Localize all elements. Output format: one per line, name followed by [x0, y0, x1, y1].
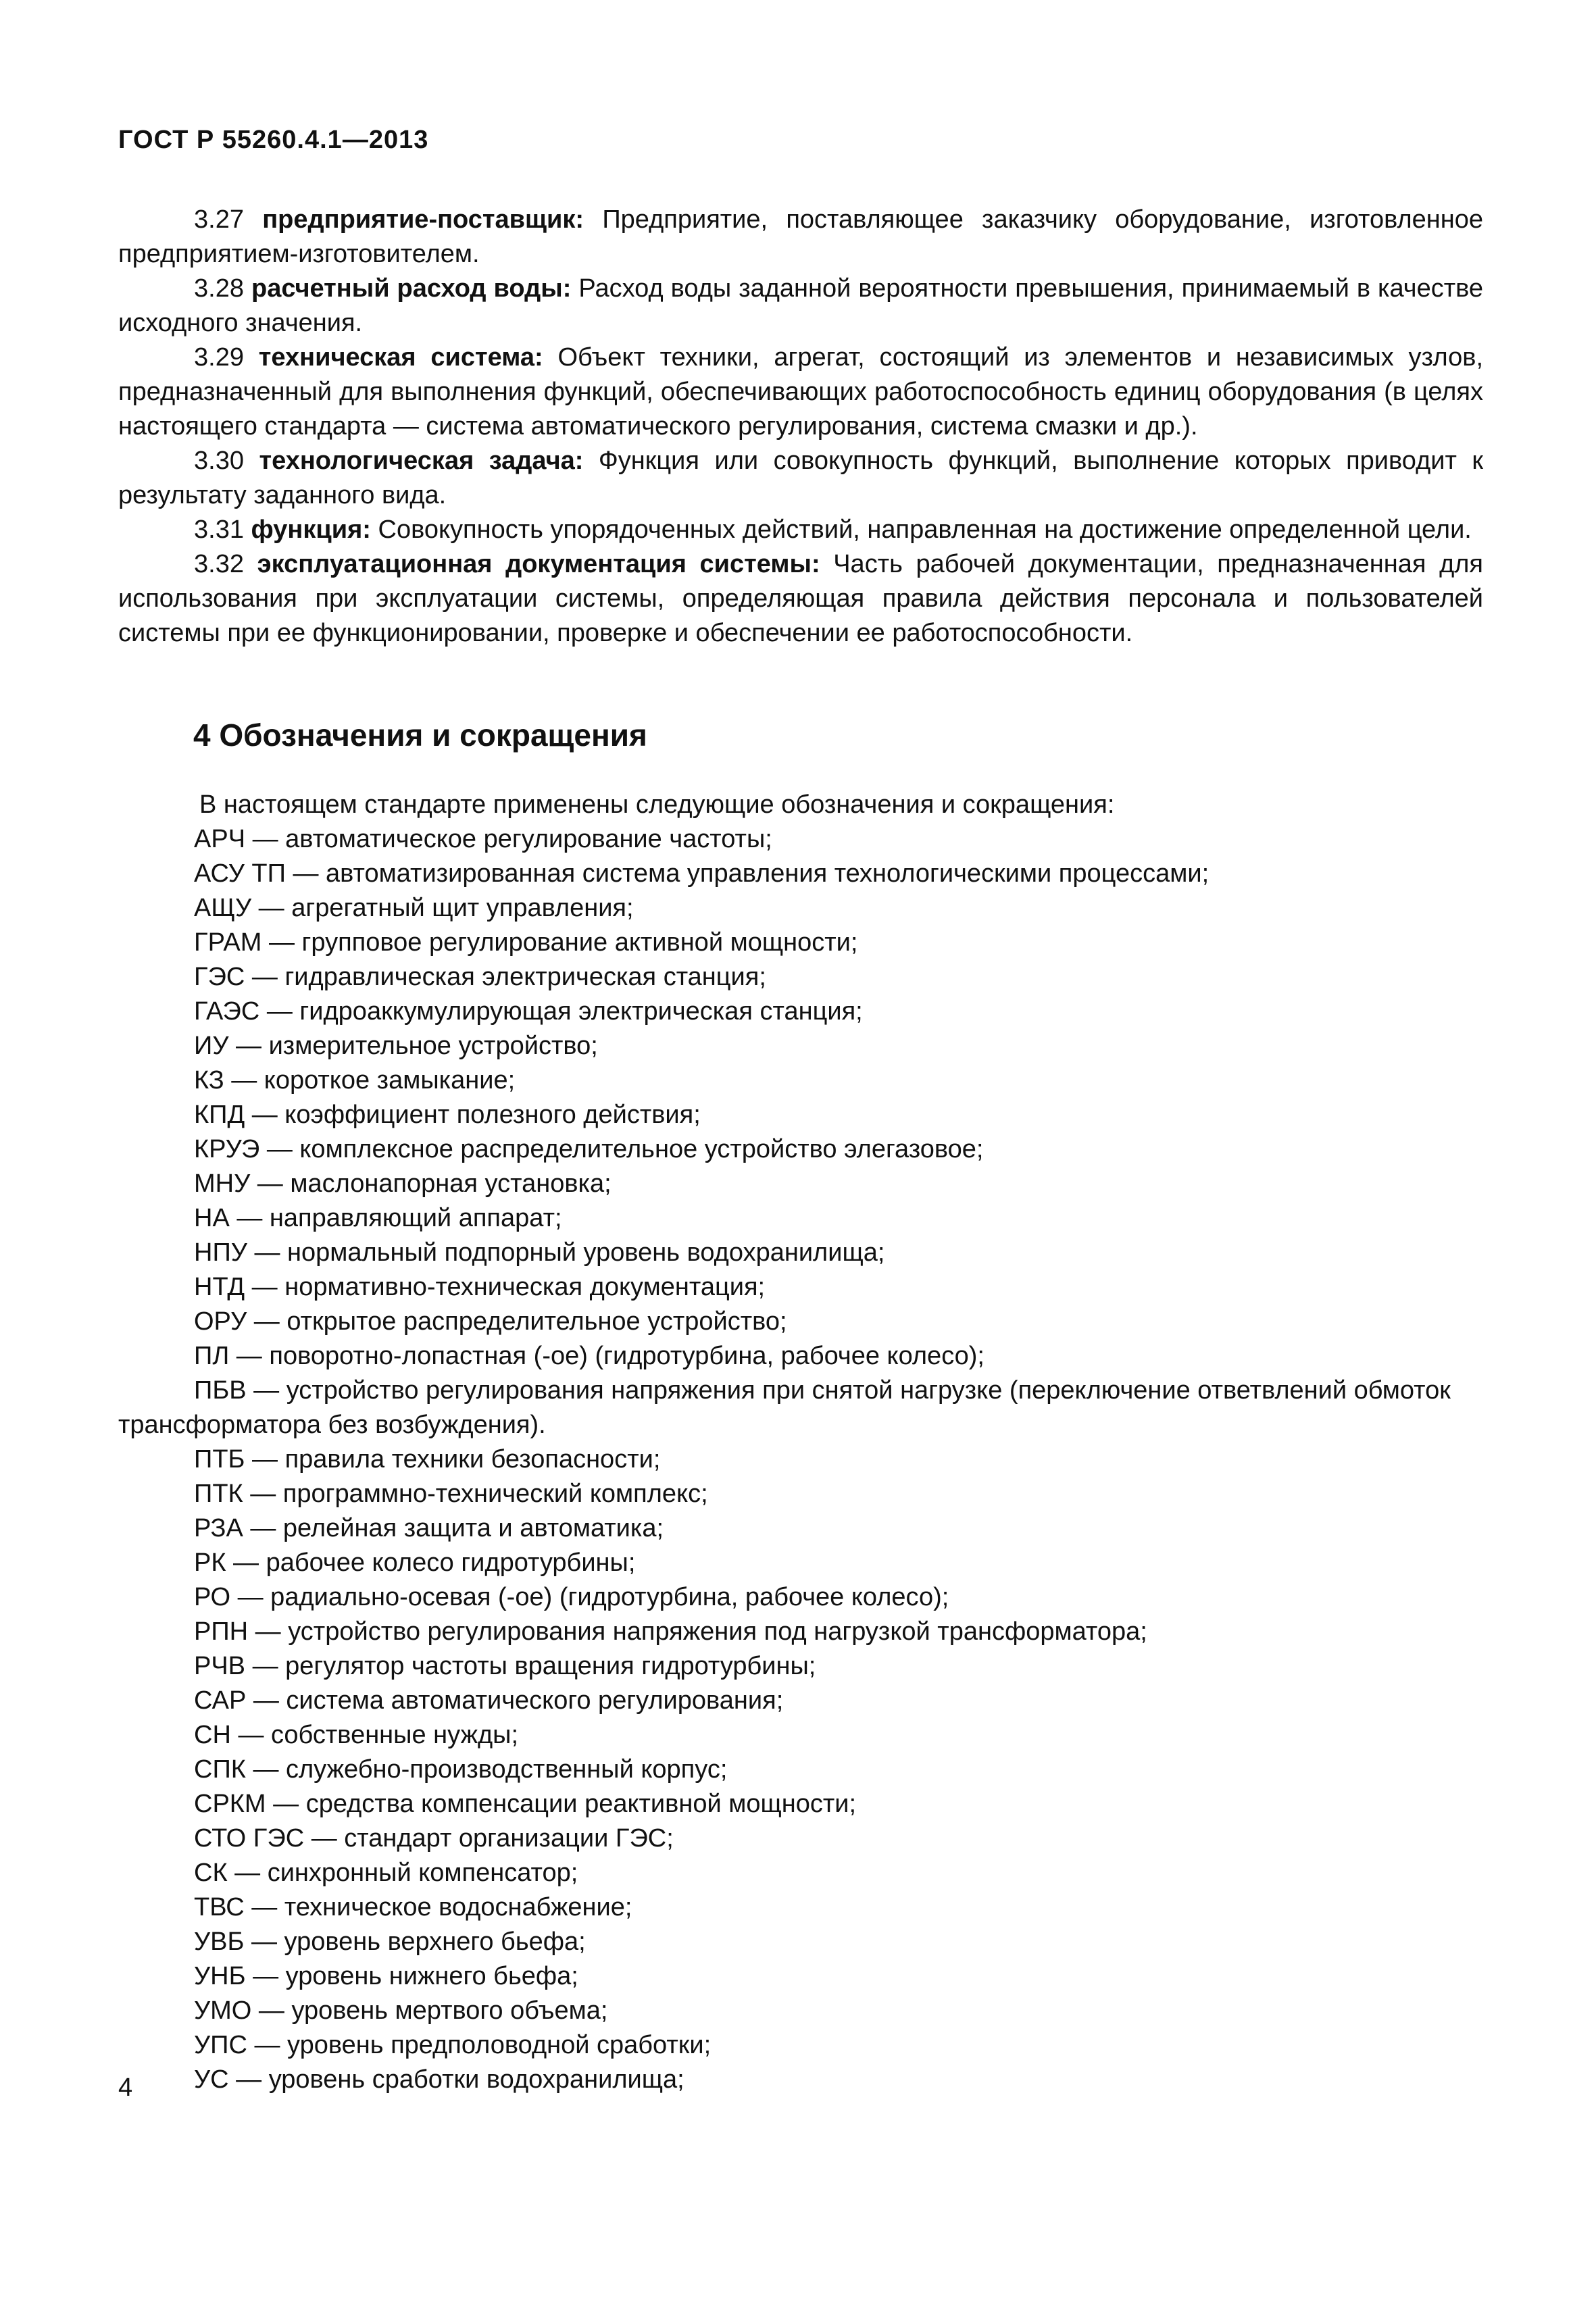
abbreviation-item: РЧВ — регулятор частоты вращения гидротурбины;: [194, 1652, 816, 1680]
abbreviation-item: ПТБ — правила техники безопасности;: [194, 1445, 661, 1474]
definition-item: [118, 341, 1483, 444]
abbreviations-intro: В настоящем стандарте применены следующие обозначения и сокращения:: [199, 790, 1115, 819]
abbreviation-item: ГРАМ — групповое регулирование активной мощности;: [194, 928, 858, 957]
definitions-list: [118, 203, 1483, 651]
definition-item: [118, 547, 1483, 651]
definition-text: Объект техники, агрегат, состоящий из элементов и независимых узлов, предназначенный для выполнения функций, обеспечивающих работоспособность единиц оборудования (в целях настоящего стандарта — система автоматического регулирования, система смазки и др.).: [118, 343, 1484, 441]
definition-number: 3.32: [194, 550, 244, 578]
abbreviation-item: СРКМ — средства компенсации реактивной мощности;: [194, 1790, 857, 1818]
definition-term: предприятие-поставщик:: [262, 205, 584, 234]
abbreviation-item: РЗА — релейная защита и автоматика;: [194, 1514, 664, 1542]
abbreviation-item: МНУ — маслонапорная установка;: [194, 1169, 612, 1198]
definition-term: технологическая задача:: [259, 447, 584, 475]
definition-text: Совокупность упорядоченных действий, направленная на достижение определенной цели.: [378, 515, 1472, 544]
abbreviation-item: РПН — устройство регулирования напряжения под нагрузкой трансформатора;: [194, 1617, 1147, 1646]
abbreviations-list: [118, 788, 1483, 2097]
abbreviation-item: РК — рабочее колесо гидротурбины;: [194, 1549, 636, 1577]
abbreviation-item: СПК — служебно-производственный корпус;: [194, 1755, 728, 1784]
abbreviation-item: ГАЭС — гидроаккумулирующая электрическая станция;: [194, 997, 863, 1026]
definition-text: Часть рабочей документации, предназначенная для использования при эксплуатации системы, определяющая правила действия персонала и пользователей системы при ее функционировании, проверке и обеспечении ее работоспособности.: [118, 550, 1484, 647]
definition-item: [118, 513, 1483, 547]
definition-number: 3.31: [194, 515, 244, 544]
definition-item: [118, 272, 1483, 341]
abbreviation-item: ТВС — техническое водоснабжение;: [194, 1893, 632, 1921]
definition-item: [118, 203, 1483, 272]
definition-number: 3.28: [194, 274, 244, 303]
document-code: ГОСТ Р 55260.4.1—2013: [118, 126, 429, 154]
definition-term: техническая система:: [258, 343, 543, 372]
abbreviation-item: СК — синхронный компенсатор;: [194, 1859, 578, 1887]
abbreviation-item: ИУ — измерительное устройство;: [194, 1032, 598, 1060]
definition-number: 3.27: [194, 205, 244, 234]
abbreviation-item: ПТК — программно-технический комплекс;: [194, 1480, 708, 1508]
abbreviation-item: УПС — уровень предполоводной сработки;: [194, 2031, 712, 2059]
definition-text: Расход воды заданной вероятности превышения, принимаемый в качестве исходного значения.: [118, 274, 1483, 337]
definition-term: эксплуатационная документация системы:: [257, 550, 820, 578]
definition-text: Предприятие, поставляющее заказчику оборудование, изготовленное предприятием-изготовителем.: [118, 205, 1484, 268]
definition-item: [118, 444, 1483, 513]
abbreviation-item: НА — направляющий аппарат;: [194, 1204, 562, 1232]
abbreviation-item: АЩУ — агрегатный щит управления;: [194, 894, 634, 922]
definition-number: 3.29: [194, 343, 244, 372]
abbreviation-item: ГЭС — гидравлическая электрическая станция;: [194, 963, 766, 991]
abbreviation-item: ОРУ — открытое распределительное устройство;: [194, 1307, 787, 1336]
abbreviation-item: КПД — коэффициент полезного действия;: [194, 1101, 701, 1129]
abbreviation-item: УВБ — уровень верхнего бьефа;: [194, 1928, 586, 1956]
definition-text: Функция или совокупность функций, выполнение которых приводит к результату заданного вида.: [118, 447, 1484, 509]
abbreviation-item: АРЧ — автоматическое регулирование частоты;: [194, 825, 772, 853]
definition-term: расчетный расход воды:: [251, 274, 572, 303]
abbreviation-item: НПУ — нормальный подпорный уровень водохранилища;: [194, 1238, 885, 1267]
abbreviation-item: НТД — нормативно-техническая документация;: [194, 1273, 766, 1301]
abbreviation-item: РО — радиально-осевая (-ое) (гидротурбина, рабочее колесо);: [194, 1583, 949, 1611]
abbreviation-item: АСУ ТП — автоматизированная система управления технологическими процессами;: [194, 859, 1210, 888]
abbreviation-item: ПБВ — устройство регулирования напряжения при снятой нагрузке (переключение ответвлений обмоток трансформатора без возбуждения).: [118, 1376, 1451, 1439]
abbreviation-item: УМО — уровень мертвого объема;: [194, 1996, 608, 2025]
abbreviation-item: УНБ — уровень нижнего бьефа;: [194, 1962, 578, 1990]
abbreviation-item: СН — собственные нужды;: [194, 1721, 519, 1749]
abbreviation-item: УС — уровень сработки водохранилища;: [194, 2065, 684, 2094]
abbreviation-item: САР — система автоматического регулирования;: [194, 1686, 784, 1715]
abbreviation-item: СТО ГЭС — стандарт организации ГЭС;: [194, 1824, 674, 1853]
abbreviation-item: КРУЭ — комплексное распределительное устройство элегазовое;: [194, 1135, 984, 1163]
abbreviation-item: КЗ — короткое замыкание;: [194, 1066, 516, 1095]
definition-term: функция:: [251, 515, 371, 544]
abbreviation-item: ПЛ — поворотно-лопастная (-ое) (гидротурбина, рабочее колесо);: [194, 1342, 984, 1370]
definition-number: 3.30: [194, 447, 244, 475]
section-title: 4 Обозначения и сокращения: [193, 718, 647, 753]
page-number: 4: [118, 2073, 133, 2102]
